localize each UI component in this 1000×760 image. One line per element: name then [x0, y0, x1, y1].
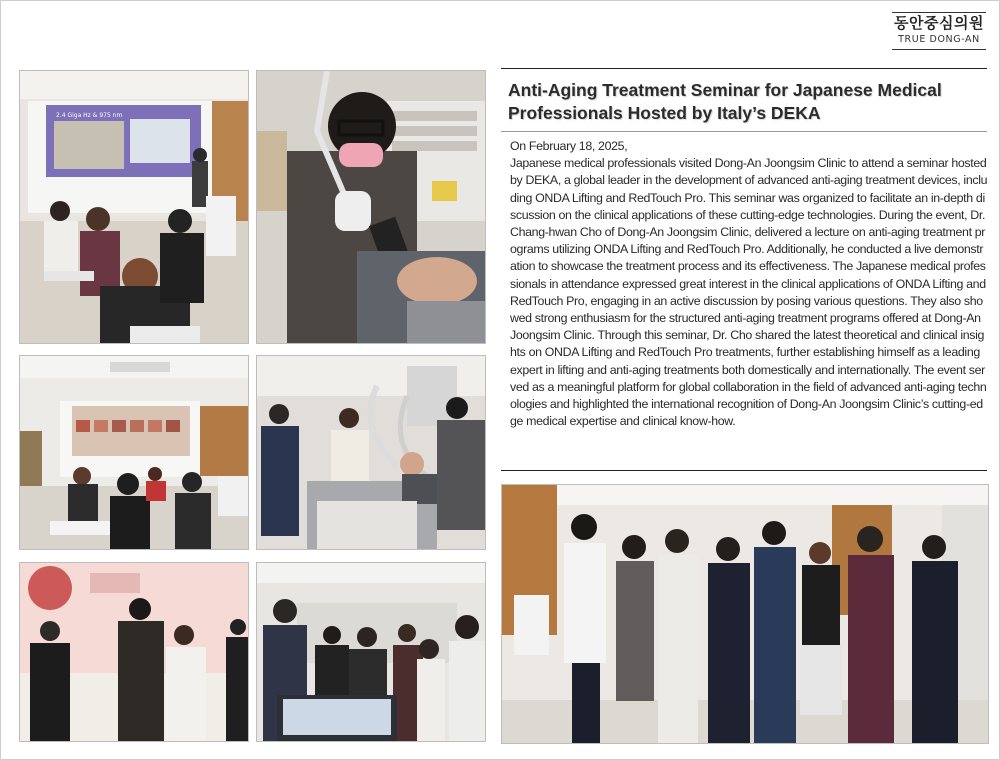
logo-korean-text: 동안중심의원	[894, 14, 984, 32]
photo-group-portrait	[501, 484, 989, 744]
article-bottom-rule	[501, 470, 987, 471]
logo-english-text: TRUE DONG-AN	[898, 34, 980, 45]
photo-lecture-audience	[19, 355, 249, 550]
article-date-line: On February 18, 2025,	[510, 139, 628, 153]
photo-discussion	[19, 562, 249, 742]
photo-group-at-monitor	[256, 562, 486, 742]
photo-live-demonstration	[256, 355, 486, 550]
article-paragraph: Japanese medical professionals visited Dong-An Joongsim Clinic to attend a seminar hosted by DEKA, a global leader in the development of advanced anti-aging treatment devices, including ONDA Lifting and RedTouch Pro. This seminar was organized to facilitate an in-depth discussion on the clinical applications of these cutting-edge technologies. During the event, Dr. Chang-hwan Cho of Dong-An Joongsim Clinic, delivered a lecture on anti-aging treatment programs utilizing ONDA Lifting and RedTouch Pro. Additionally, he conducted a live demonstration to showcase the treatment process and its effectiveness. The Japanese medical professionals in attendance expressed great interest in the clinical applications of ONDA Lifting and RedTouch Pro, engaging in an active discussion by posing various questions. They also showed strong enthusiasm for the structured anti-aging treatment programs offered at Dong-An Joongsim Clinic. Through this seminar, Dr. Cho shared the latest theoretical and clinical insights on ONDA Lifting and RedTouch Pro treatments, further establishing himself as a leading expert in lifting and anti-aging treatments both domestically and internationally. The event served as a meaningful platform for global collaboration in the field of advanced anti-aging technologies and highlighted the international recognition of Dong-An Joongsim Clinic’s cutting-edge medical expertise and clinical know-how.	[510, 156, 988, 429]
photo-treatment-closeup	[256, 70, 486, 344]
photo-lecture-presentation	[19, 70, 249, 344]
clinic-logo	[892, 12, 986, 50]
article-body	[510, 138, 988, 430]
slide-heading: 2.4 Giga Hz & 975 nm	[56, 112, 123, 119]
article-title: Anti-Aging Treatment Seminar for Japanese Medical Professionals Hosted by Italy’s DEKA	[508, 80, 942, 123]
article-top-rule	[501, 68, 987, 69]
article-title-rule	[501, 131, 987, 132]
